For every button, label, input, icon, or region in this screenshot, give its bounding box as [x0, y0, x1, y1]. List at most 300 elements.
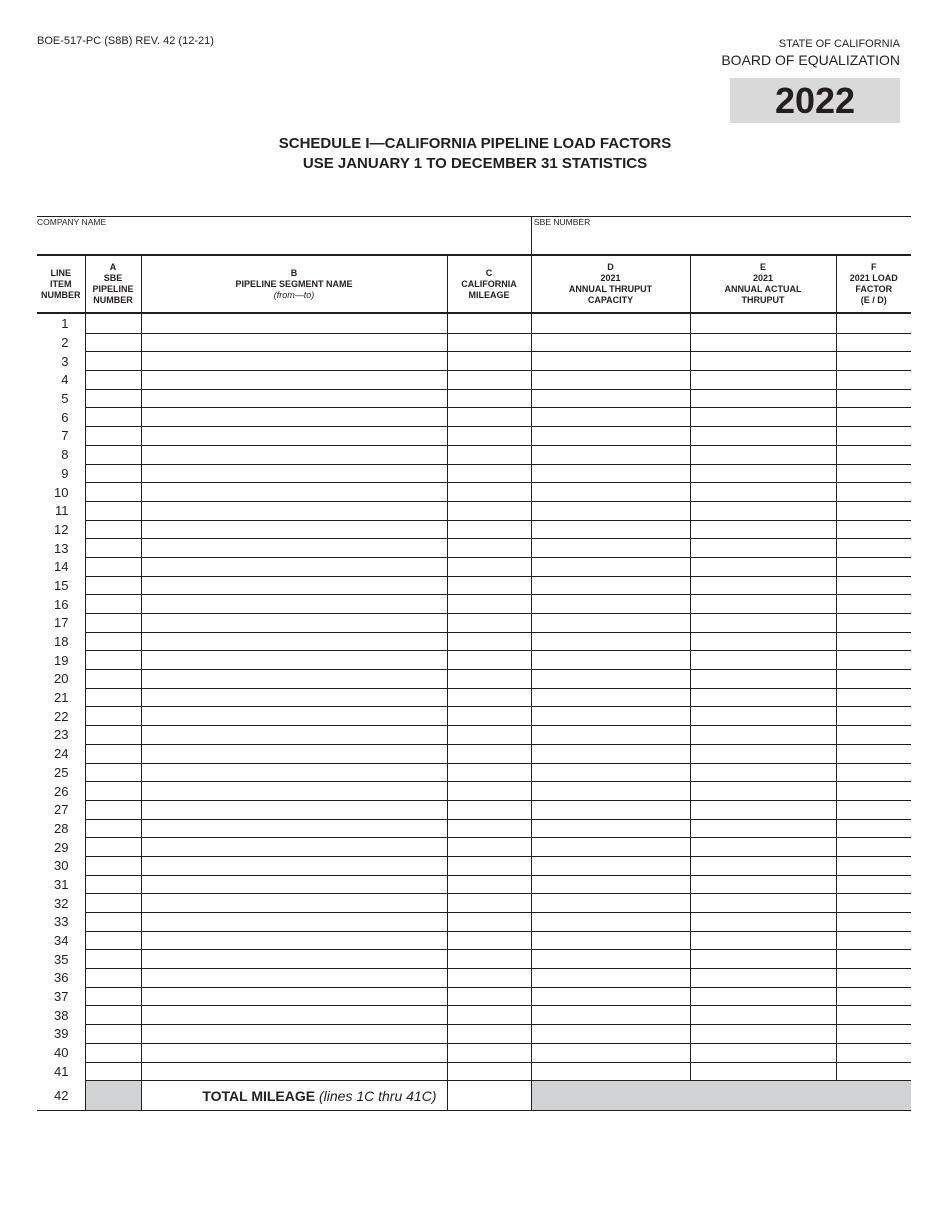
actual-thruput-input[interactable]	[690, 1006, 836, 1025]
california-mileage-input[interactable]	[447, 950, 531, 969]
sbe-pipeline-number-input[interactable]	[85, 651, 141, 670]
thruput-capacity-input[interactable]	[531, 651, 690, 670]
load-factor-input[interactable]	[836, 389, 911, 408]
actual-thruput-input[interactable]	[690, 557, 836, 576]
california-mileage-input[interactable]	[447, 931, 531, 950]
thruput-capacity-input[interactable]	[531, 950, 690, 969]
sbe-pipeline-number-input[interactable]	[85, 371, 141, 390]
thruput-capacity-input[interactable]	[531, 782, 690, 801]
load-factor-input[interactable]	[836, 445, 911, 464]
segment-name-input[interactable]	[141, 632, 447, 651]
actual-thruput-input[interactable]	[690, 445, 836, 464]
segment-name-input[interactable]	[141, 688, 447, 707]
load-factor-input[interactable]	[836, 707, 911, 726]
california-mileage-input[interactable]	[447, 688, 531, 707]
california-mileage-input[interactable]	[447, 352, 531, 371]
actual-thruput-input[interactable]	[690, 688, 836, 707]
col-header-c	[447, 255, 531, 313]
table-row	[37, 875, 911, 894]
thruput-capacity-input[interactable]	[531, 1043, 690, 1062]
load-factor-input[interactable]	[836, 632, 911, 651]
sbe-pipeline-number-input[interactable]	[85, 744, 141, 763]
california-mileage-input[interactable]	[447, 670, 531, 689]
segment-name-input[interactable]	[141, 875, 447, 894]
actual-thruput-input[interactable]	[690, 1043, 836, 1062]
load-factor-input[interactable]	[836, 1062, 911, 1081]
california-mileage-input[interactable]	[447, 782, 531, 801]
thruput-capacity-input[interactable]	[531, 1006, 690, 1025]
load-factor-input[interactable]	[836, 427, 911, 446]
thruput-capacity-input[interactable]	[531, 875, 690, 894]
actual-thruput-input[interactable]	[690, 408, 836, 427]
sbe-pipeline-number-input[interactable]	[85, 576, 141, 595]
california-mileage-input[interactable]	[447, 763, 531, 782]
load-factor-input[interactable]	[836, 651, 911, 670]
california-mileage-input[interactable]	[447, 371, 531, 390]
thruput-capacity-input[interactable]	[531, 483, 690, 502]
actual-thruput-input[interactable]	[690, 464, 836, 483]
california-mileage-input[interactable]	[447, 313, 531, 333]
sbe-pipeline-number-input[interactable]	[85, 931, 141, 950]
actual-thruput-input[interactable]	[690, 782, 836, 801]
california-mileage-input[interactable]	[447, 576, 531, 595]
load-factor-input[interactable]	[836, 726, 911, 745]
load-factor-input[interactable]	[836, 408, 911, 427]
sbe-pipeline-number-input[interactable]	[85, 427, 141, 446]
actual-thruput-input[interactable]	[690, 744, 836, 763]
table-row	[37, 371, 911, 390]
line-number: 24	[54, 746, 69, 762]
thruput-capacity-input[interactable]	[531, 744, 690, 763]
actual-thruput-input[interactable]	[690, 651, 836, 670]
sbe-pipeline-number-input[interactable]	[85, 894, 141, 913]
california-mileage-input[interactable]	[447, 819, 531, 838]
table-row	[37, 464, 911, 483]
line-number: 16	[54, 596, 69, 612]
segment-name-input[interactable]	[141, 987, 447, 1006]
segment-name-input[interactable]	[141, 744, 447, 763]
segment-name-input[interactable]	[141, 371, 447, 390]
california-mileage-input[interactable]	[447, 483, 531, 502]
total-mileage-label	[141, 1081, 447, 1111]
segment-name-input[interactable]	[141, 651, 447, 670]
load-factor-input[interactable]	[836, 838, 911, 857]
thruput-capacity-input[interactable]	[531, 632, 690, 651]
sbe-pipeline-number-input[interactable]	[85, 913, 141, 932]
california-mileage-input[interactable]	[447, 408, 531, 427]
segment-name-input[interactable]	[141, 856, 447, 875]
total-mileage-input[interactable]	[447, 1081, 531, 1111]
col-f-text: (E / D)	[860, 295, 887, 305]
sbe-pipeline-number-input[interactable]	[85, 464, 141, 483]
segment-name-input[interactable]	[141, 427, 447, 446]
table-row	[37, 333, 911, 352]
line-number: 27	[54, 802, 69, 818]
load-factor-input[interactable]	[836, 539, 911, 558]
thruput-capacity-input[interactable]	[531, 987, 690, 1006]
load-factor-input[interactable]	[836, 688, 911, 707]
california-mileage-input[interactable]	[447, 427, 531, 446]
sbe-pipeline-number-input[interactable]	[85, 1006, 141, 1025]
thruput-capacity-input[interactable]	[531, 614, 690, 633]
actual-thruput-input[interactable]	[690, 819, 836, 838]
table-row	[37, 427, 911, 446]
load-factor-input[interactable]	[836, 1006, 911, 1025]
line-number: 25	[54, 764, 69, 780]
california-mileage-input[interactable]	[447, 875, 531, 894]
load-factor-input[interactable]	[836, 894, 911, 913]
thruput-capacity-input[interactable]	[531, 819, 690, 838]
segment-name-input[interactable]	[141, 313, 447, 333]
line-number: 42	[37, 1081, 85, 1111]
segment-name-input[interactable]	[141, 819, 447, 838]
actual-thruput-input[interactable]	[690, 894, 836, 913]
actual-thruput-input[interactable]	[690, 875, 836, 894]
load-factor-input[interactable]	[836, 520, 911, 539]
line-number: 15	[54, 577, 69, 593]
thruput-capacity-input[interactable]	[531, 800, 690, 819]
load-factor-input[interactable]	[836, 1043, 911, 1062]
sbe-pipeline-number-input[interactable]	[85, 726, 141, 745]
thruput-capacity-input[interactable]	[531, 969, 690, 988]
actual-thruput-input[interactable]	[690, 1062, 836, 1081]
table-row	[37, 800, 911, 819]
load-factor-input[interactable]	[836, 913, 911, 932]
california-mileage-input[interactable]	[447, 614, 531, 633]
load-factor-input[interactable]	[836, 313, 911, 333]
sbe-pipeline-number-input[interactable]	[85, 483, 141, 502]
actual-thruput-input[interactable]	[690, 726, 836, 745]
thruput-capacity-input[interactable]	[531, 1062, 690, 1081]
actual-thruput-input[interactable]	[690, 614, 836, 633]
thruput-capacity-input[interactable]	[531, 763, 690, 782]
load-factor-input[interactable]	[836, 352, 911, 371]
segment-name-input[interactable]	[141, 1025, 447, 1044]
line-number: 39	[54, 1026, 69, 1042]
load-factor-input[interactable]	[836, 576, 911, 595]
col-e-text: E	[759, 262, 766, 272]
table-row	[37, 744, 911, 763]
california-mileage-input[interactable]	[447, 726, 531, 745]
sbe-pipeline-number-input[interactable]	[85, 595, 141, 614]
load-factor-input[interactable]	[836, 371, 911, 390]
thruput-capacity-input[interactable]	[531, 352, 690, 371]
col-d-text: CAPACITY	[587, 295, 634, 305]
actual-thruput-input[interactable]	[690, 501, 836, 520]
segment-name-input[interactable]	[141, 352, 447, 371]
load-factor-input[interactable]	[836, 614, 911, 633]
sbe-pipeline-number-input[interactable]	[85, 352, 141, 371]
california-mileage-input[interactable]	[447, 651, 531, 670]
actual-thruput-input[interactable]	[690, 427, 836, 446]
sbe-pipeline-number-input[interactable]	[85, 1062, 141, 1081]
load-factor-input[interactable]	[836, 856, 911, 875]
load-factor-input[interactable]	[836, 464, 911, 483]
segment-name-input[interactable]	[141, 782, 447, 801]
segment-name-input[interactable]	[141, 1006, 447, 1025]
sbe-pipeline-number-input[interactable]	[85, 333, 141, 352]
california-mileage-input[interactable]	[447, 595, 531, 614]
actual-thruput-input[interactable]	[690, 931, 836, 950]
thruput-capacity-input[interactable]	[531, 1025, 690, 1044]
actual-thruput-input[interactable]	[690, 520, 836, 539]
table-row	[37, 913, 911, 932]
load-factor-input[interactable]	[836, 950, 911, 969]
california-mileage-input[interactable]	[447, 1025, 531, 1044]
california-mileage-input[interactable]	[447, 800, 531, 819]
segment-name-input[interactable]	[141, 576, 447, 595]
thruput-capacity-input[interactable]	[531, 520, 690, 539]
load-factor-input[interactable]	[836, 595, 911, 614]
thruput-capacity-input[interactable]	[531, 913, 690, 932]
col-b-subtext: (from—to)	[273, 289, 315, 300]
load-factor-input[interactable]	[836, 744, 911, 763]
load-factor-input[interactable]	[836, 969, 911, 988]
segment-name-input[interactable]	[141, 389, 447, 408]
california-mileage-input[interactable]	[447, 389, 531, 408]
segment-name-input[interactable]	[141, 483, 447, 502]
sbe-pipeline-number-input[interactable]	[85, 782, 141, 801]
sbe-pipeline-number-input[interactable]	[85, 632, 141, 651]
load-factor-input[interactable]	[836, 333, 911, 352]
thruput-capacity-input[interactable]	[531, 931, 690, 950]
tax-year: 2022	[730, 78, 900, 123]
line-number: 17	[54, 615, 69, 631]
load-factor-input[interactable]	[836, 819, 911, 838]
segment-name-input[interactable]	[141, 800, 447, 819]
sbe-pipeline-number-input[interactable]	[85, 445, 141, 464]
california-mileage-input[interactable]	[447, 894, 531, 913]
table-row	[37, 614, 911, 633]
line-number: 18	[54, 634, 69, 650]
line-number: 35	[54, 951, 69, 967]
california-mileage-input[interactable]	[447, 333, 531, 352]
load-factor-input[interactable]	[836, 670, 911, 689]
table-row	[37, 1006, 911, 1025]
actual-thruput-input[interactable]	[690, 670, 836, 689]
actual-thruput-input[interactable]	[690, 352, 836, 371]
sbe-pipeline-number-input[interactable]	[85, 987, 141, 1006]
actual-thruput-input[interactable]	[690, 763, 836, 782]
california-mileage-input[interactable]	[447, 913, 531, 932]
segment-name-input[interactable]	[141, 894, 447, 913]
load-factor-table	[37, 254, 911, 1111]
california-mileage-input[interactable]	[447, 838, 531, 857]
load-factor-input[interactable]	[836, 483, 911, 502]
sbe-pipeline-number-input[interactable]	[85, 969, 141, 988]
thruput-capacity-input[interactable]	[531, 371, 690, 390]
thruput-capacity-input[interactable]	[531, 688, 690, 707]
california-mileage-input[interactable]	[447, 445, 531, 464]
california-mileage-input[interactable]	[447, 520, 531, 539]
segment-name-input[interactable]	[141, 408, 447, 427]
load-factor-input[interactable]	[836, 875, 911, 894]
col-f-text: F	[871, 262, 877, 272]
segment-name-input[interactable]	[141, 950, 447, 969]
table-row	[37, 389, 911, 408]
segment-name-input[interactable]	[141, 763, 447, 782]
california-mileage-input[interactable]	[447, 632, 531, 651]
segment-name-input[interactable]	[141, 501, 447, 520]
thruput-capacity-input[interactable]	[531, 576, 690, 595]
load-factor-input[interactable]	[836, 501, 911, 520]
actual-thruput-input[interactable]	[690, 838, 836, 857]
segment-name-input[interactable]	[141, 557, 447, 576]
thruput-capacity-input[interactable]	[531, 427, 690, 446]
sbe-pipeline-number-input[interactable]	[85, 501, 141, 520]
thruput-capacity-input[interactable]	[531, 726, 690, 745]
segment-name-input[interactable]	[141, 614, 447, 633]
actual-thruput-input[interactable]	[690, 632, 836, 651]
sbe-pipeline-number-input[interactable]	[85, 1025, 141, 1044]
company-name-field[interactable]	[37, 216, 911, 255]
actual-thruput-input[interactable]	[690, 950, 836, 969]
actual-thruput-input[interactable]	[690, 856, 836, 875]
col-a-text: NUMBER	[93, 295, 133, 305]
segment-name-input[interactable]	[141, 670, 447, 689]
sbe-pipeline-number-input[interactable]	[85, 408, 141, 427]
state-name: STATE OF CALIFORNIA	[778, 38, 900, 50]
actual-thruput-input[interactable]	[690, 800, 836, 819]
load-factor-input[interactable]	[836, 800, 911, 819]
thruput-capacity-input[interactable]	[531, 539, 690, 558]
actual-thruput-input[interactable]	[690, 539, 836, 558]
actual-thruput-input[interactable]	[690, 333, 836, 352]
california-mileage-input[interactable]	[447, 557, 531, 576]
shaded-cell	[85, 1081, 141, 1111]
table-row	[37, 520, 911, 539]
segment-name-input[interactable]	[141, 1043, 447, 1062]
segment-name-input[interactable]	[141, 539, 447, 558]
thruput-capacity-input[interactable]	[531, 333, 690, 352]
california-mileage-input[interactable]	[447, 1043, 531, 1062]
sbe-pipeline-number-input[interactable]	[85, 838, 141, 857]
segment-name-input[interactable]	[141, 464, 447, 483]
col-header-b	[141, 255, 447, 313]
load-factor-input[interactable]	[836, 557, 911, 576]
sbe-pipeline-number-input[interactable]	[85, 614, 141, 633]
line-number: 3	[61, 353, 69, 369]
load-factor-input[interactable]	[836, 987, 911, 1006]
actual-thruput-input[interactable]	[690, 707, 836, 726]
thruput-capacity-input[interactable]	[531, 707, 690, 726]
table-row	[37, 483, 911, 502]
thruput-capacity-input[interactable]	[531, 501, 690, 520]
thruput-capacity-input[interactable]	[531, 389, 690, 408]
california-mileage-input[interactable]	[447, 969, 531, 988]
segment-name-input[interactable]	[141, 969, 447, 988]
california-mileage-input[interactable]	[447, 987, 531, 1006]
table-row	[37, 651, 911, 670]
actual-thruput-input[interactable]	[690, 483, 836, 502]
thruput-capacity-input[interactable]	[531, 464, 690, 483]
sbe-pipeline-number-input[interactable]	[85, 875, 141, 894]
col-b-text: B	[290, 267, 298, 278]
actual-thruput-input[interactable]	[690, 576, 836, 595]
actual-thruput-input[interactable]	[690, 595, 836, 614]
segment-name-input[interactable]	[141, 931, 447, 950]
segment-name-input[interactable]	[141, 520, 447, 539]
actual-thruput-input[interactable]	[690, 987, 836, 1006]
form-subtitle: USE JANUARY 1 TO DECEMBER 31 STATISTICS	[302, 155, 648, 172]
california-mileage-input[interactable]	[447, 1006, 531, 1025]
sbe-pipeline-number-input[interactable]	[85, 389, 141, 408]
thruput-capacity-input[interactable]	[531, 670, 690, 689]
segment-name-input[interactable]	[141, 838, 447, 857]
thruput-capacity-input[interactable]	[531, 313, 690, 333]
col-d-text: ANNUAL THRUPUT	[568, 284, 653, 294]
california-mileage-input[interactable]	[447, 1062, 531, 1081]
load-factor-input[interactable]	[836, 1025, 911, 1044]
sbe-pipeline-number-input[interactable]	[85, 557, 141, 576]
actual-thruput-input[interactable]	[690, 1025, 836, 1044]
actual-thruput-input[interactable]	[690, 969, 836, 988]
thruput-capacity-input[interactable]	[531, 894, 690, 913]
thruput-capacity-input[interactable]	[531, 557, 690, 576]
segment-name-input[interactable]	[141, 707, 447, 726]
california-mileage-input[interactable]	[447, 464, 531, 483]
sbe-pipeline-number-input[interactable]	[85, 950, 141, 969]
sbe-pipeline-number-input[interactable]	[85, 313, 141, 333]
california-mileage-input[interactable]	[447, 744, 531, 763]
sbe-pipeline-number-input[interactable]	[85, 800, 141, 819]
california-mileage-input[interactable]	[447, 501, 531, 520]
thruput-capacity-input[interactable]	[531, 408, 690, 427]
thruput-capacity-input[interactable]	[531, 595, 690, 614]
california-mileage-input[interactable]	[447, 707, 531, 726]
thruput-capacity-input[interactable]	[531, 856, 690, 875]
load-factor-input[interactable]	[836, 763, 911, 782]
col-a-text: PIPELINE	[92, 284, 134, 294]
segment-name-input[interactable]	[141, 445, 447, 464]
segment-name-input[interactable]	[141, 595, 447, 614]
col-header-line	[37, 255, 85, 313]
actual-thruput-input[interactable]	[690, 913, 836, 932]
line-number: 36	[54, 970, 69, 986]
segment-name-input[interactable]	[141, 913, 447, 932]
total-label-bold: TOTAL MILEAGE	[202, 1087, 316, 1104]
line-number: 33	[54, 914, 69, 930]
sbe-pipeline-number-input[interactable]	[85, 819, 141, 838]
shaded-cell	[531, 1081, 911, 1111]
sbe-pipeline-number-input[interactable]	[85, 856, 141, 875]
load-factor-input[interactable]	[836, 931, 911, 950]
sbe-pipeline-number-input[interactable]	[85, 1043, 141, 1062]
thruput-capacity-input[interactable]	[531, 838, 690, 857]
form-id: BOE-517-PC (S8B) REV. 42 (12-21)	[37, 35, 214, 47]
segment-name-input[interactable]	[141, 333, 447, 352]
load-factor-input[interactable]	[836, 782, 911, 801]
thruput-capacity-input[interactable]	[531, 445, 690, 464]
actual-thruput-input[interactable]	[690, 389, 836, 408]
actual-thruput-input[interactable]	[690, 371, 836, 390]
table-row	[37, 969, 911, 988]
segment-name-input[interactable]	[141, 726, 447, 745]
sbe-pipeline-number-input[interactable]	[85, 707, 141, 726]
sbe-pipeline-number-input[interactable]	[85, 520, 141, 539]
california-mileage-input[interactable]	[447, 539, 531, 558]
segment-name-input[interactable]	[141, 1062, 447, 1081]
actual-thruput-input[interactable]	[690, 313, 836, 333]
sbe-pipeline-number-input[interactable]	[85, 539, 141, 558]
sbe-pipeline-number-input[interactable]	[85, 688, 141, 707]
line-number: 29	[54, 839, 69, 855]
table-row	[37, 707, 911, 726]
line-number: 6	[61, 409, 69, 425]
sbe-pipeline-number-input[interactable]	[85, 670, 141, 689]
sbe-pipeline-number-input[interactable]	[85, 763, 141, 782]
california-mileage-input[interactable]	[447, 856, 531, 875]
